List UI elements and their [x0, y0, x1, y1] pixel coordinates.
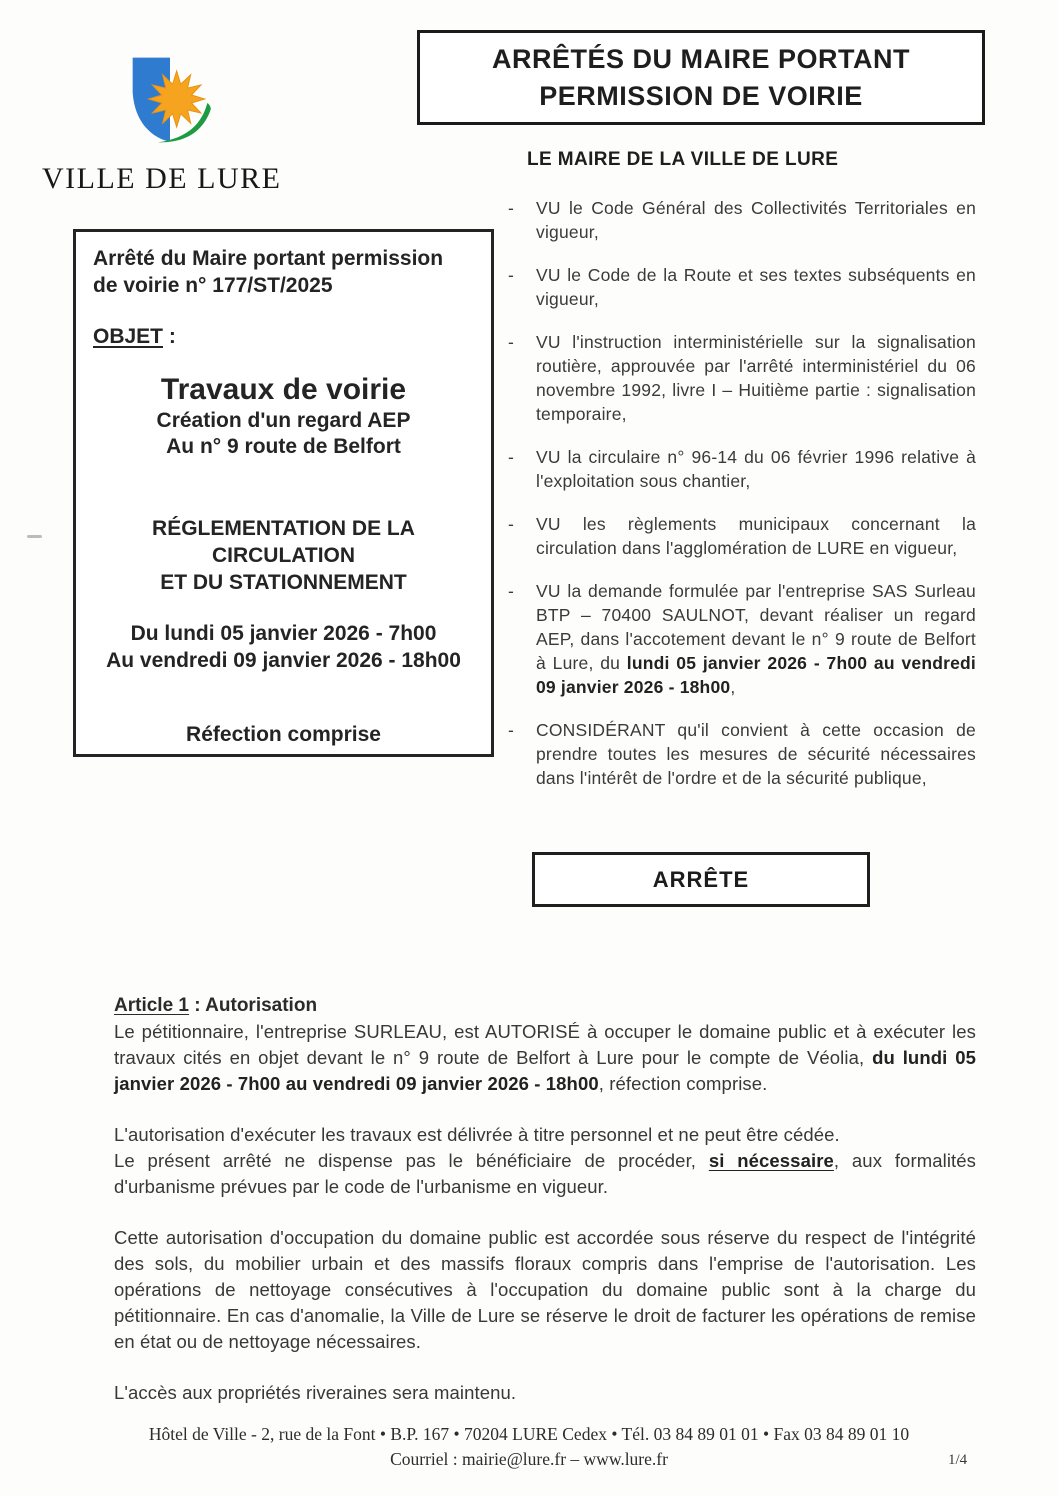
work-subtitle-1: Création d'un regard AEP [156, 409, 411, 432]
lure-coat-of-arms-icon [118, 52, 218, 146]
article-1-section [114, 995, 976, 1406]
order-reference [93, 245, 474, 299]
refection-note: Réfection comprise [186, 723, 381, 746]
bullet-dash: - [508, 332, 514, 352]
article-1-paragraph-2: L'autorisation d'exécuter les travaux est délivrée à titre personnel et ne peut être cédée. [114, 1124, 840, 1145]
bullet-dash: - [508, 720, 514, 740]
document-title-line2: PERMISSION DE VOIRIE [539, 80, 863, 111]
order-summary-box [73, 229, 494, 757]
work-period [93, 620, 474, 674]
consideration-item [508, 512, 976, 560]
order-reference-line2: de voirie n° 177/ST/2025 [93, 274, 333, 297]
work-subtitle-2: Au n° 9 route de Belfort [166, 435, 401, 458]
consideration-text: VU l'instruction interministérielle sur la signalisation routière, approuvée par l'arrêté interministériel du 06 novembre 1992, livre I – Huitième partie : signalisation temporaire, [536, 332, 976, 424]
city-logo [118, 52, 218, 146]
page-number: 1/4 [948, 1452, 968, 1468]
article-1-paragraph-5: L'accès aux propriétés riveraines sera maintenu. [114, 1382, 517, 1403]
bold-period-text: du lundi 05 janvier 2026 - 7h00 au vendredi 09 janvier 2026 - 18h00 [114, 1047, 976, 1094]
bold-period-text: lundi 05 janvier 2026 - 7h00 au vendredi 09 janvier 2026 - 18h00 [536, 653, 976, 697]
consideration-item [508, 330, 976, 426]
consideration-text: VU la circulaire n° 96-14 du 06 février 1996 relative à l'exploitation sous chantier, [536, 447, 976, 491]
footer [0, 1422, 1058, 1472]
consideration-item [508, 718, 976, 790]
article-1-paragraph-4: Cette autorisation d'occupation du domaine public est accordée sous réserve du respect de l'intégrité des sols, du mobilier urbain et des massifs floraux compris dans l'emprise de l'autorisation. Les opérations de nettoyage consécutives à l'occupation du domaine public sont à la charge du pétitionnaire. En cas d'anomalie, la Ville de Lure se réserve le droit de facturer les opérations de remise en état ou de nettoyage nécessaires. [114, 1227, 976, 1352]
consideration-item [508, 263, 976, 311]
consideration-item [508, 196, 976, 244]
arrete-box [532, 852, 870, 907]
order-reference-line1: Arrêté du Maire portant permission [93, 247, 444, 270]
footer-contact-line: Courriel : mairie@lure.fr – www.lure.fr [390, 1449, 668, 1469]
objet-label: OBJET : [93, 325, 176, 348]
bullet-dash: - [508, 447, 514, 467]
work-title: Travaux de voirie [160, 373, 407, 406]
consideration-item [508, 445, 976, 493]
bullet-dash: - [508, 514, 514, 534]
consideration-item [508, 579, 976, 699]
work-period-end: Au vendredi 09 janvier 2026 - 18h00 [106, 649, 461, 672]
footer-address-line: Hôtel de Ville - 2, rue de la Font • B.P. 167 • 70204 LURE Cedex • Tél. 03 84 89 01 01 • Fax 03 84 89 01 10 [148, 1424, 910, 1444]
considerations-list [508, 196, 976, 809]
consideration-text: VU le Code Général des Collectivités Territoriales en vigueur, [536, 198, 976, 242]
regulation-line3: ET DU STATIONNEMENT [160, 571, 407, 594]
bullet-dash: - [508, 265, 514, 285]
consideration-text: CONSIDÉRANT qu'il convient à cette occasion de prendre toutes les mesures de sécurité nécessaires dans l'intérêt de l'ordre et de la sécurité publique, [536, 720, 976, 788]
consideration-text: VU les règlements municipaux concernant la circulation dans l'agglomération de LURE en vigueur, [536, 514, 976, 558]
mayor-heading: LE MAIRE DE LA VILLE DE LURE [527, 149, 839, 170]
regulation-line1: RÉGLEMENTATION DE LA [152, 517, 415, 540]
bullet-dash: - [508, 581, 514, 601]
regulation-line2: CIRCULATION [211, 544, 356, 567]
arrete-label: ARRÊTE [652, 866, 750, 892]
work-period-start: Du lundi 05 janvier 2026 - 7h00 [130, 622, 437, 645]
fold-mark [27, 535, 42, 538]
si-necessaire-emphasis: si nécessaire [708, 1150, 834, 1171]
regulation-title [93, 515, 474, 596]
bullet-dash: - [508, 198, 514, 218]
article-1-heading: Article 1 : Autorisation [114, 995, 318, 1016]
article-1-paragraph-3: Le présent arrêté ne dispense pas le bénéficiaire de procéder, si nécessaire, aux formalités d'urbanisme prévues par le code de l'urbanisme en vigueur. [114, 1150, 977, 1197]
document-title-box [417, 30, 985, 125]
article-1-paragraph-1: Le pétitionnaire, l'entreprise SURLEAU, est AUTORISÉ à occuper le domaine public et à exécuter les travaux cités en objet devant le n° 9 route de Belfort à Lure pour le compte de Véolia, du lundi 05 janvier 2026 - 7h00 au vendredi 09 janvier 2026 - 18h00, réfection comprise. [114, 1021, 976, 1094]
city-name: VILLE DE LURE [42, 162, 282, 195]
document-title-line1: ARRÊTÉS DU MAIRE PORTANT [491, 43, 910, 74]
consideration-text: VU le Code de la Route et ses textes subséquents en vigueur, [536, 265, 976, 309]
consideration-text: VU la demande formulée par l'entreprise SAS Surleau BTP – 70400 SAULNOT, devant réaliser un regard AEP, dans l'accotement devant le n° 9 route de Belfort à Lure, du lundi 05 janvier 2026 - 7h00 au vendredi 09 janvier 2026 - 18h00, [536, 581, 976, 697]
